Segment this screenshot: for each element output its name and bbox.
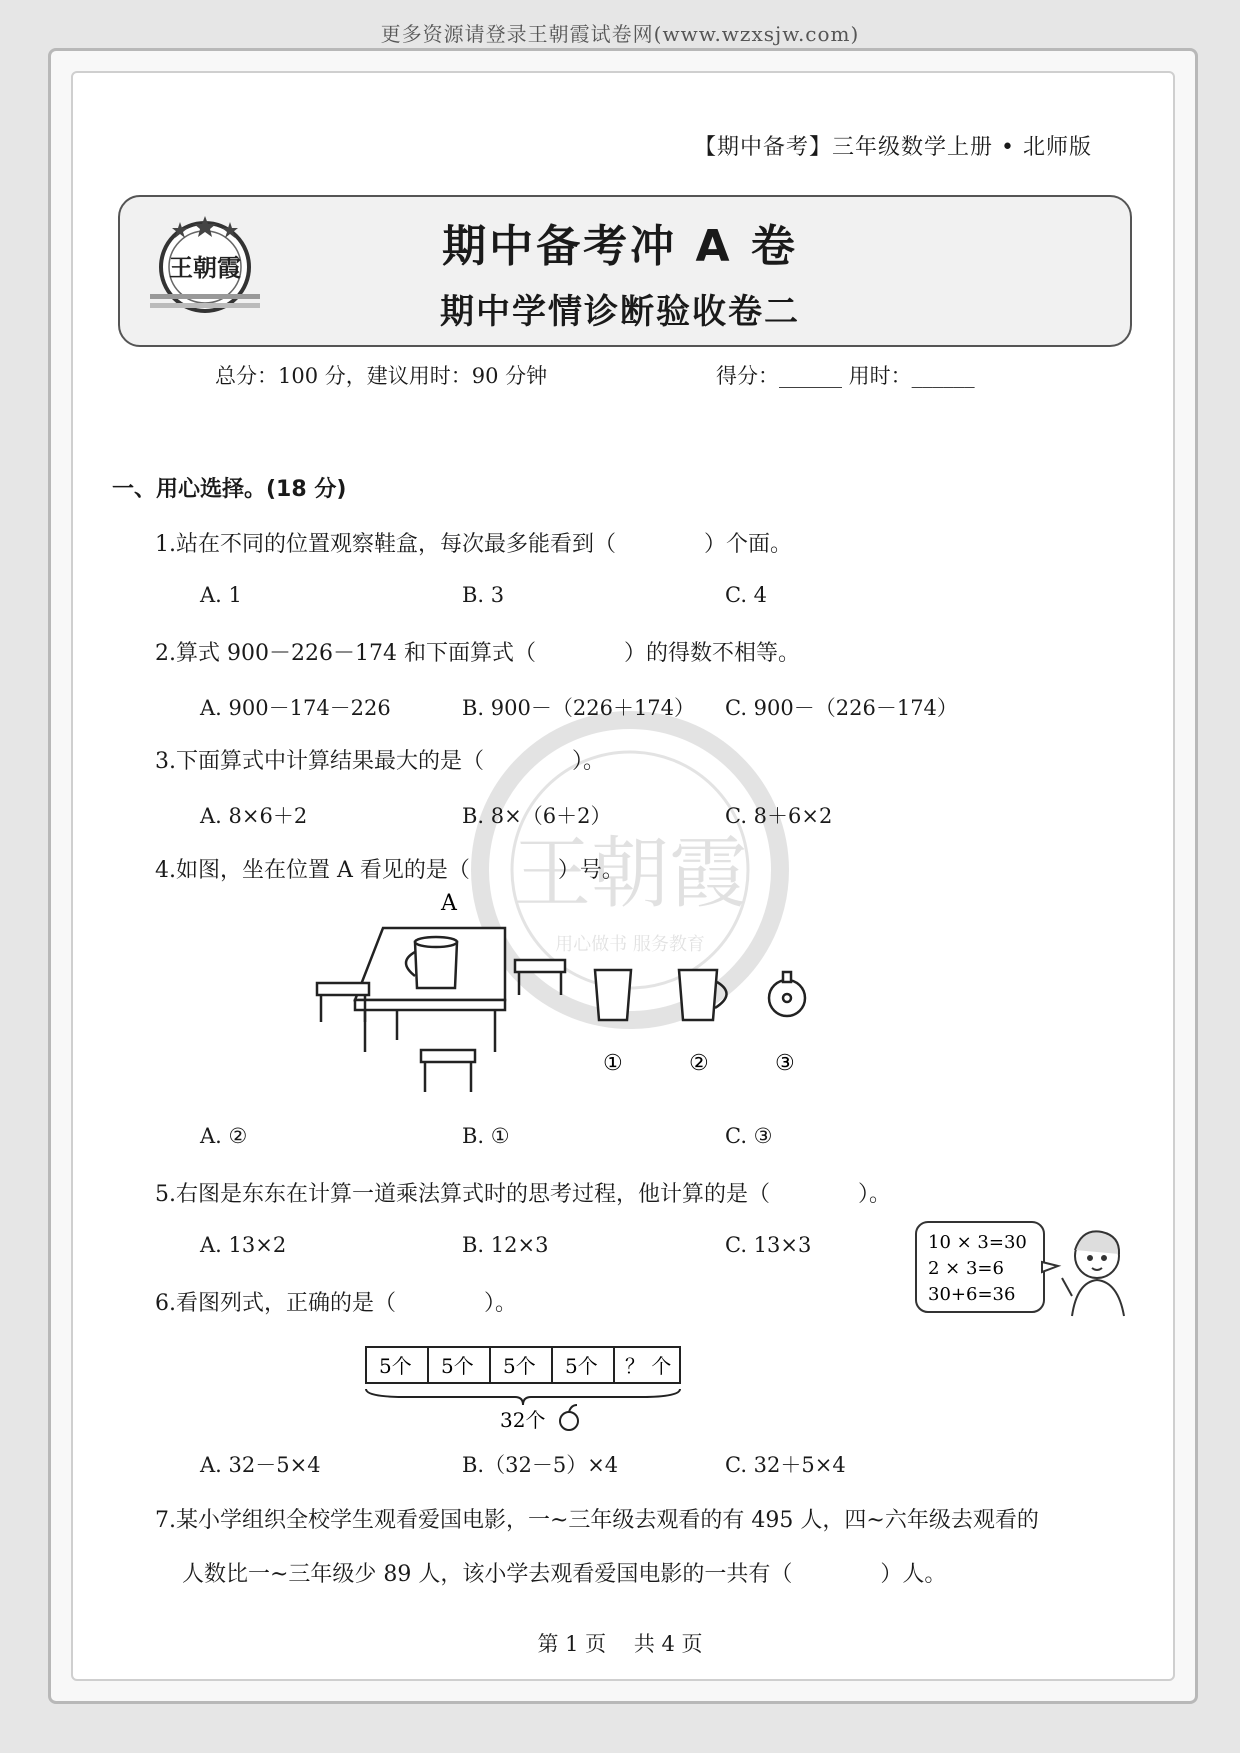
section-title: 一、用心选择。(18 分): [112, 477, 347, 502]
stool-right: [515, 960, 565, 995]
title-sub: 期中学情诊断验收卷二: [440, 292, 800, 332]
boy-icon: [1062, 1231, 1124, 1316]
q6-segment-figure: [365, 1345, 685, 1435]
top-banner: 更多资源请登录王朝霞试卷网(www.wzxsjw.com): [380, 22, 860, 46]
question-4: 4.如图，坐在位置 A 看见的是（ ）号。: [155, 858, 624, 883]
question-3: 3.下面算式中计算结果最大的是（ ）。: [155, 749, 605, 774]
q3-option-a: A. 8×6＋2: [200, 804, 308, 828]
q3-option-b: B. 8×（6＋2）: [462, 804, 612, 828]
page-footer: 第 1 页 共 4 页: [537, 1632, 703, 1656]
bubble-line-2: 2 × 3=6: [928, 1258, 1004, 1279]
cup-view-1-icon: [595, 970, 631, 1020]
apple-icon: [560, 1405, 578, 1430]
score-blanks: 得分：______ 用时：______: [716, 364, 975, 388]
question-6: 6.看图列式，正确的是（ ）。: [155, 1291, 517, 1316]
view-number-3: ③: [775, 1051, 795, 1076]
q4-option-b: B. ①: [462, 1124, 510, 1148]
q1-option-b: B. 3: [462, 583, 505, 607]
cup-view-3-icon: [769, 972, 805, 1016]
segment-4: 5个: [565, 1354, 598, 1378]
question-5: 5.右图是东东在计算一道乘法算式时的思考过程，他计算的是（ ）。: [155, 1182, 891, 1207]
bubble-line-3: 30+6=36: [928, 1284, 1016, 1305]
score-info: 总分：100 分，建议用时：90 分钟: [215, 364, 548, 388]
question-1: 1.站在不同的位置观察鞋盒，每次最多能看到（ ）个面。: [155, 532, 792, 557]
q2-option-b: B. 900－（226＋174）: [462, 696, 696, 720]
segment-3: 5个: [503, 1354, 536, 1378]
total-brace: [366, 1389, 680, 1405]
q4-option-a: A. ②: [200, 1124, 248, 1148]
cup-view-2-icon: [679, 970, 727, 1020]
bubble-line-1: 10 × 3=30: [928, 1232, 1027, 1253]
q2-option-a: A. 900－174－226: [200, 696, 391, 720]
q5-option-a: A. 13×2: [200, 1233, 287, 1257]
q5-option-b: B. 12×3: [462, 1233, 549, 1257]
q2-option-c: C. 900－（226－174）: [725, 696, 958, 720]
segment-5: ？ 个: [625, 1354, 672, 1378]
position-a-label: A: [441, 891, 457, 916]
q1-option-c: C. 4: [725, 583, 768, 607]
q4-figure: [305, 890, 825, 1100]
q4-option-c: C. ③: [725, 1124, 773, 1148]
segment-2: 5个: [441, 1354, 474, 1378]
logo-text: 王朝霞: [169, 253, 241, 282]
q5-option-c: C. 13×3: [725, 1233, 812, 1257]
q6-option-a: A. 32－5×4: [200, 1453, 321, 1477]
view-number-2: ②: [689, 1051, 709, 1076]
stool-bottom: [421, 1050, 475, 1092]
question-7-line-2: 人数比一~三年级少 89 人，该小学去观看爱国电影的一共有（ ）人。: [182, 1562, 947, 1587]
segment-1: 5个: [379, 1354, 412, 1378]
series-label: 【期中备考】三年级数学上册 • 北师版: [694, 135, 1092, 160]
total-label: 32个: [500, 1408, 546, 1432]
view-number-1: ①: [603, 1051, 623, 1076]
q6-option-b: B.（32－5）×4: [462, 1453, 619, 1477]
q3-option-c: C. 8＋6×2: [725, 804, 833, 828]
question-7-line-1: 7.某小学组织全校学生观看爱国电影，一~三年级去观看的有 495 人，四~六年级去观看的: [155, 1508, 1039, 1533]
q5-thought-figure: [912, 1218, 1132, 1318]
question-2: 2.算式 900－226－174 和下面算式（ ）的得数不相等。: [155, 641, 800, 666]
q1-option-a: A. 1: [200, 583, 242, 607]
title-main: 期中备考冲 A 卷: [442, 221, 798, 272]
q6-option-c: C. 32＋5×4: [725, 1453, 846, 1477]
